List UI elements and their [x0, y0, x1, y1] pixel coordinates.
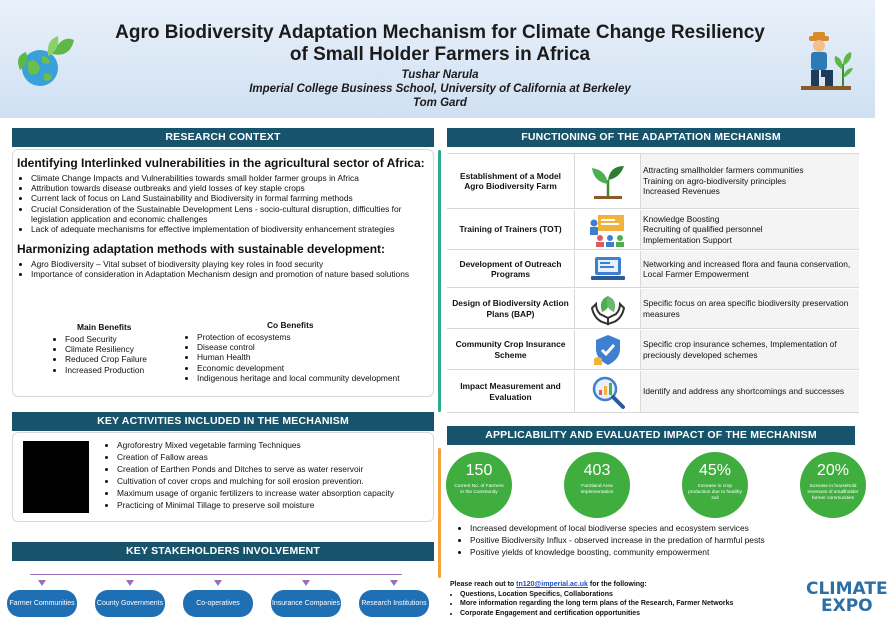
poster-header — [0, 0, 875, 118]
key-activities-heading: KEY ACTIVITIES INCLUDED IN THE MECHANISM — [12, 412, 434, 431]
list-item: • More information regarding the long term plans of the Research, Farmer Networks — [460, 599, 733, 609]
mechanism-row-impact — [447, 371, 859, 413]
arrow-down-icon — [38, 580, 46, 586]
research-context-heading: RESEARCH CONTEXT — [12, 128, 434, 147]
list-item: • Increased Production — [65, 365, 203, 375]
mechanism-name: Impact Measurement and Evaluation — [447, 371, 575, 412]
main-benefits-title: Main Benefits — [77, 322, 132, 332]
list-item: • Economic development — [197, 363, 425, 373]
co-benefits-title: Co Benefits — [267, 320, 314, 330]
mechanism-row-crop-insurance — [447, 330, 859, 370]
presentation-icon-cell — [575, 210, 641, 249]
list-item: • Practicing of Minimal Tillage to preserve soil moisture — [117, 499, 447, 511]
stat-circle-household-revenue — [800, 452, 866, 518]
list-item: • Maximum usage of organic fertilizers to increase water absorption capacity — [117, 487, 447, 499]
hands-leaf-icon-cell — [575, 289, 641, 328]
list-item: • Agro Biodiversity – Vital subset of biodiversity playing key roles in food security — [31, 259, 433, 269]
mechanism-row-tot — [447, 210, 859, 250]
list-item: • Agroforestry Mixed vegetable farming Techniques — [117, 439, 447, 451]
mechanism-row-model-farm — [447, 153, 859, 209]
harmonizing-list — [31, 259, 433, 279]
list-item: • Climate Change Impacts and Vulnerabilities towards small holder farmer groups in Africa — [31, 173, 433, 183]
magnifier-icon-cell — [575, 371, 641, 412]
title-line-1: Agro Biodiversity Adaptation Mechanism for Climate Change Resiliency — [115, 22, 765, 43]
stakeholder-insurance-companies: Insurance Companies — [271, 590, 341, 617]
mechanism-description — [641, 154, 859, 208]
list-item: • Human Health — [197, 352, 425, 362]
logo-line-1: CLIMATE — [806, 579, 888, 599]
mechanism-description — [641, 251, 859, 287]
list-item: • Corporate Engagement and certification opportunities — [460, 609, 733, 619]
mechanism-description — [641, 289, 859, 328]
vulnerabilities-list — [31, 173, 433, 234]
applicability-heading: APPLICABILITY AND EVALUATED IMPACT OF THE MECHANISM — [447, 426, 855, 445]
mechanism-row-outreach — [447, 251, 859, 288]
list-item: • Protection of ecosystems — [197, 332, 425, 342]
description-line: Knowledge Boosting — [643, 213, 720, 224]
activity-image-placeholder — [23, 441, 89, 513]
harmonizing-title: Harmonizing adaptation methods with sustainable development: — [17, 242, 386, 257]
author-affiliation: Imperial College Business School, University of California at Berkeley — [249, 83, 631, 95]
co-benefits-block — [185, 320, 425, 383]
main-benefits-block — [53, 322, 203, 375]
list-item: • Creation of Fallow areas — [117, 451, 447, 463]
seedling-icon — [588, 162, 628, 200]
logo-line-2: EXPO — [820, 596, 873, 616]
shield-icon-cell — [575, 330, 641, 369]
stat-value: 150 — [465, 462, 493, 479]
farmer-planting-icon — [795, 30, 859, 94]
contact-block — [450, 580, 733, 618]
mechanism-description — [641, 371, 859, 412]
laptop-icon-cell — [575, 251, 641, 287]
description-line: Training on agro-biodiversity principles — [643, 175, 787, 186]
list-item: • Cultivation of cover crops and mulching for soil erosion prevention. — [117, 475, 447, 487]
list-item: • Positive yields of knowledge boosting, community empowerment — [470, 546, 870, 558]
applicability-accent-bar — [438, 448, 441, 578]
stakeholder-farmer-communities: Farmer Communities — [7, 590, 77, 617]
mechanism-name: Development of Outreach Programs — [447, 251, 575, 287]
stat-circle-farmers — [446, 452, 512, 518]
list-item: • Current lack of focus on Land Sustainability and Biodiversity in formal farming methods — [31, 193, 433, 203]
list-item: • Climate Resiliency — [65, 344, 203, 354]
hands-leaf-icon — [588, 292, 628, 326]
description-line: Specific focus on area specific biodiversity preservation measures — [643, 298, 849, 319]
author-name-2: Tom Gard — [413, 97, 467, 109]
stat-label: Increase in crop production due to healthy soil — [688, 484, 742, 501]
arrow-down-icon — [214, 580, 222, 586]
applicability-list — [470, 522, 870, 558]
stakeholder-co-operatives: Co-operatives — [183, 590, 253, 617]
description-line: Networking and increased flora and fauna conservation, Local Farmer Empowerment — [643, 258, 851, 279]
mechanism-row-bap — [447, 289, 859, 329]
research-context-panel — [12, 149, 434, 397]
contact-suffix: for the following: — [587, 581, 647, 588]
mechanism-name: Design of Biodiversity Action Plans (BAP) — [447, 289, 575, 328]
stakeholder-research-institutions: Research Institutions — [359, 590, 429, 617]
laptop-outreach-icon — [589, 254, 627, 284]
list-item: • Disease control — [197, 342, 425, 352]
vulnerabilities-title: Identifying Interlinked vulnerabilities in the agricultural sector of Africa: — [17, 156, 425, 170]
poster-title — [90, 22, 790, 66]
mechanism-name: Training of Trainers (TOT) — [447, 210, 575, 249]
functioning-heading: FUNCTIONING OF THE ADAPTATION MECHANISM — [447, 128, 855, 147]
list-item: • Positive Biodiversity Influx - observed increase in the predation of harmful pests — [470, 534, 870, 546]
shield-check-icon — [590, 333, 626, 367]
list-item: • Attribution towards disease outbreaks and yield losses of key staple crops — [31, 183, 433, 193]
stat-value: 403 — [583, 462, 611, 479]
description-line: Implementation Support — [643, 234, 732, 245]
list-item: • Crucial Consideration of the Sustainable Development Lens - socio-cultural disruption, difficulties for legislation application and economic challenges — [31, 204, 433, 224]
mechanism-description — [641, 210, 859, 249]
stat-label: Farmland Area Implementation — [580, 484, 614, 495]
presentation-training-icon — [588, 213, 628, 247]
list-item: • Indigenous heritage and local community development — [197, 373, 425, 383]
stat-label: Increase in household revenues of smallholder farmer communities — [807, 484, 859, 501]
list-item: • Lack of adequate mechanisms for effective implementation of biodiversity enhancement strategies — [31, 224, 433, 234]
list-item: • Importance of consideration in Adaptation Mechanism design and promotion of nature based solutions — [31, 269, 433, 279]
stat-circle-crop-production — [682, 452, 748, 518]
mechanism-description — [641, 330, 859, 369]
stakeholders-heading: KEY STAKEHOLDERS INVOLVEMENT — [12, 542, 434, 561]
list-item: • Increased development of local biodiverse species and ecosystem services — [470, 522, 870, 534]
list-item: • Reduced Crop Failure — [65, 354, 203, 364]
seedling-icon-cell — [575, 154, 641, 208]
contact-email-link[interactable]: tn120@imperial.ac.uk — [516, 581, 588, 588]
list-item: • Creation of Earthen Ponds and Ditches to serve as water reservoir — [117, 463, 447, 475]
description-line: Increased Revenues — [643, 186, 720, 197]
description-line: Identify and address any shortcomings and successes — [643, 386, 845, 397]
list-item: • Food Security — [65, 334, 203, 344]
author-name-1: Tushar Narula — [401, 69, 479, 81]
description-line: Attracting smallholder farmers communities — [643, 165, 804, 176]
description-line: Recruiting of qualified personnel — [643, 224, 763, 235]
contact-prefix: Please reach out to — [450, 581, 517, 588]
title-line-2: of Small Holder Farmers in Africa — [289, 44, 591, 65]
author-block — [90, 68, 790, 110]
globe-leaves-icon — [12, 30, 76, 94]
arrow-down-icon — [126, 580, 134, 586]
key-activities-list — [117, 439, 447, 511]
stakeholder-connector-line — [30, 574, 402, 575]
key-activities-panel — [12, 432, 434, 522]
climate-expo-logo — [806, 581, 888, 615]
arrow-down-icon — [302, 580, 310, 586]
contact-intro — [450, 580, 733, 590]
contact-list — [460, 590, 733, 619]
stat-value: 45% — [698, 462, 732, 479]
main-benefits-list — [65, 334, 203, 375]
stat-value: 20% — [816, 462, 850, 479]
mechanism-name: Establishment of a Model Agro Biodiversity Farm — [447, 154, 575, 208]
mechanism-name: Community Crop Insurance Scheme — [447, 330, 575, 369]
stat-label: Current No. of Farmers in the Community — [454, 484, 504, 495]
arrow-down-icon — [390, 580, 398, 586]
description-line: Specific crop insurance schemes, Implementation of preciously developed schemes — [643, 339, 837, 360]
magnifier-chart-icon — [589, 374, 627, 410]
co-benefits-list — [197, 332, 425, 383]
stat-circle-farmland — [564, 452, 630, 518]
list-item: • Questions, Location Specifics, Collaborations — [460, 590, 733, 600]
functioning-accent-bar — [438, 150, 441, 412]
stakeholder-county-governments: County Governments — [95, 590, 165, 617]
